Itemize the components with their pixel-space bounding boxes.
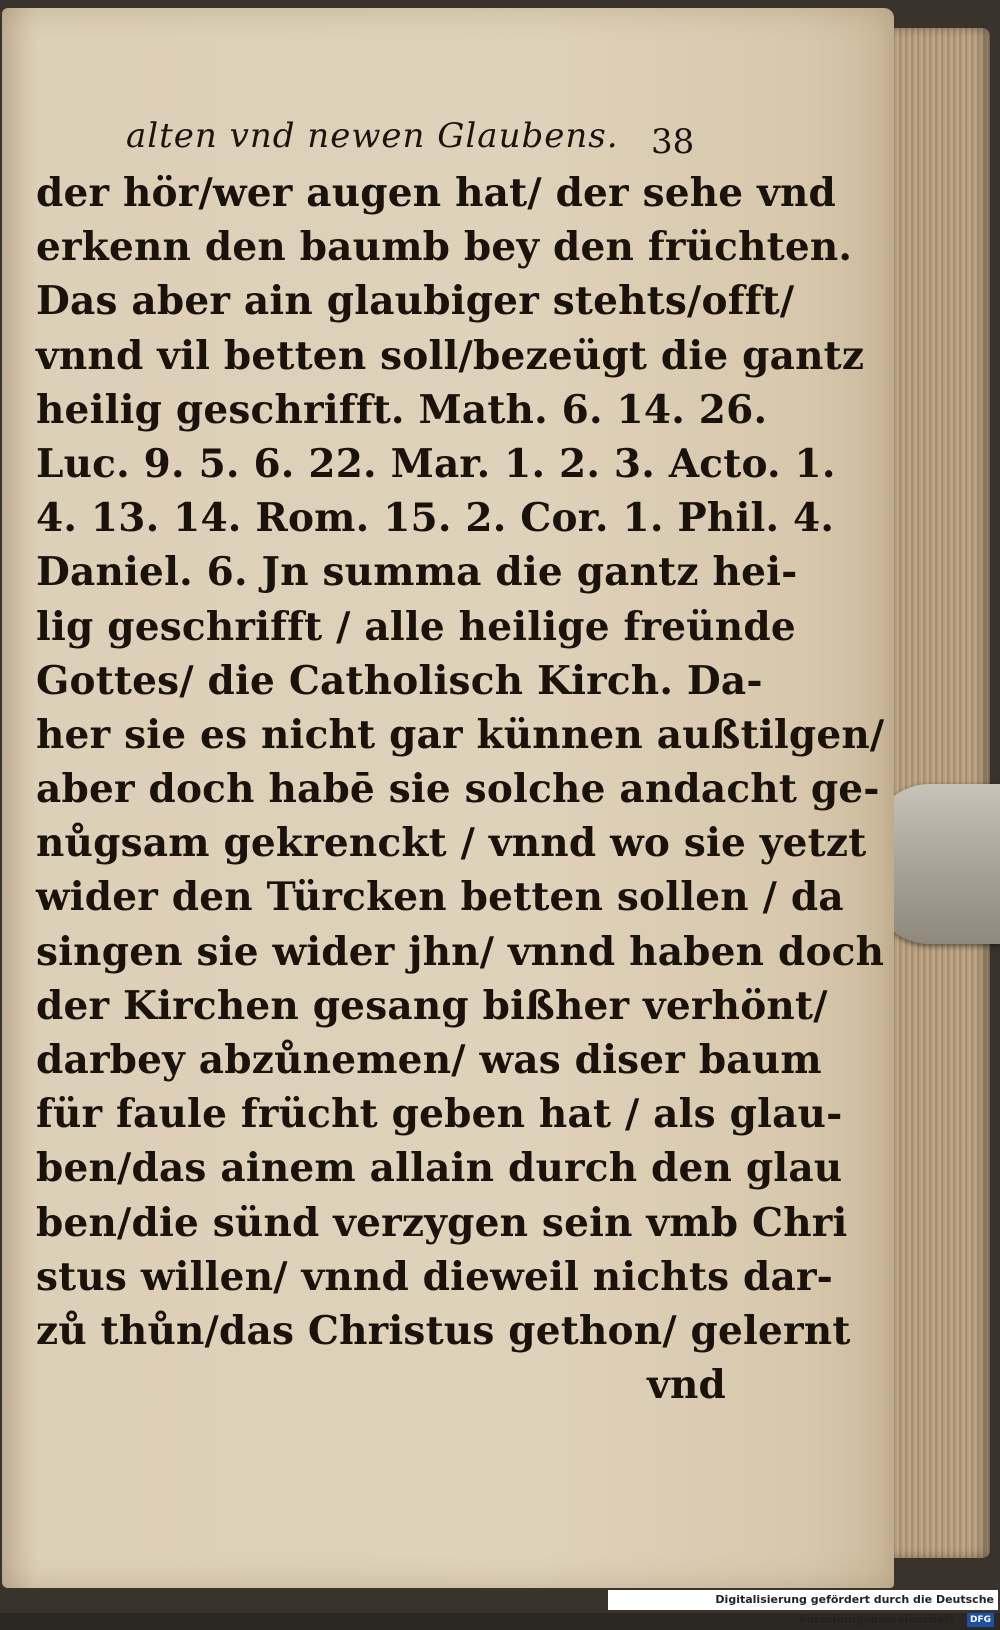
text-line: Daniel. 6. Jn summa die gantz hei- [36, 549, 798, 596]
book-page [2, 8, 894, 1588]
text-line: erkenn den baumb bey den früchten. [36, 224, 853, 271]
credit-text: Digitalisierung gefördert durch die Deutsche Forschungsgemeinschaft - [715, 1593, 994, 1626]
page-header [36, 116, 726, 166]
text-line: ben/die sünd verzygen sein vmb Chri [36, 1199, 848, 1246]
text-line: der hör/wer augen hat/ der sehe vnd [36, 170, 836, 216]
text-line: nůgsam gekrenckt / vnnd wo sie yetzt [36, 820, 867, 867]
text-line: Luc. 9. 5. 6. 22. Mar. 1. 2. 3. Acto. 1. [36, 440, 836, 487]
text-line: vnnd vil betten soll/bezeügt die gantz [36, 332, 865, 379]
text-block [36, 116, 885, 1412]
text-line: der Kirchen gesang bißher verhönt/ [36, 982, 828, 1029]
catchword: vnd [647, 1362, 726, 1409]
dfg-logo: DFG [967, 1613, 994, 1627]
text-line: lig geschrifft / alle heilige freünde [36, 603, 796, 650]
page-number: 38 [651, 122, 695, 162]
text-line: darbey abzůnemen/ was diser baum [36, 1037, 822, 1083]
text-line: aber doch habē sie solche andacht ge- [36, 766, 880, 813]
text-line: her sie es nicht gar künnen außtilgen/ [36, 711, 885, 758]
text-line: stus willen/ vnnd dieweil nichts dar- [36, 1253, 834, 1300]
text-line: zů thůn/das Christus gethon/ gelernt [36, 1307, 851, 1354]
text-line: Gottes/ die Catholisch Kirch. Da- [36, 657, 763, 704]
text-line: für faule frücht geben hat / als glau- [36, 1091, 843, 1138]
text-line: heilig geschrifft. Math. 6. 14. 26. [36, 386, 768, 433]
text-line: 4. 13. 14. Rom. 15. 2. Cor. 1. Phil. 4. [36, 495, 835, 542]
text-line: wider den Türcken betten sollen / da [36, 874, 844, 921]
text-line: Das aber ain glaubiger stehts/offt/ [36, 278, 795, 325]
digitization-credit [608, 1590, 998, 1626]
text-line: singen sie wider jhn/ vnnd haben doch [36, 928, 885, 975]
text-line: ben/das ainem allain durch den glau [36, 1145, 843, 1192]
running-title: alten vnd newen Glaubens. [126, 116, 619, 156]
